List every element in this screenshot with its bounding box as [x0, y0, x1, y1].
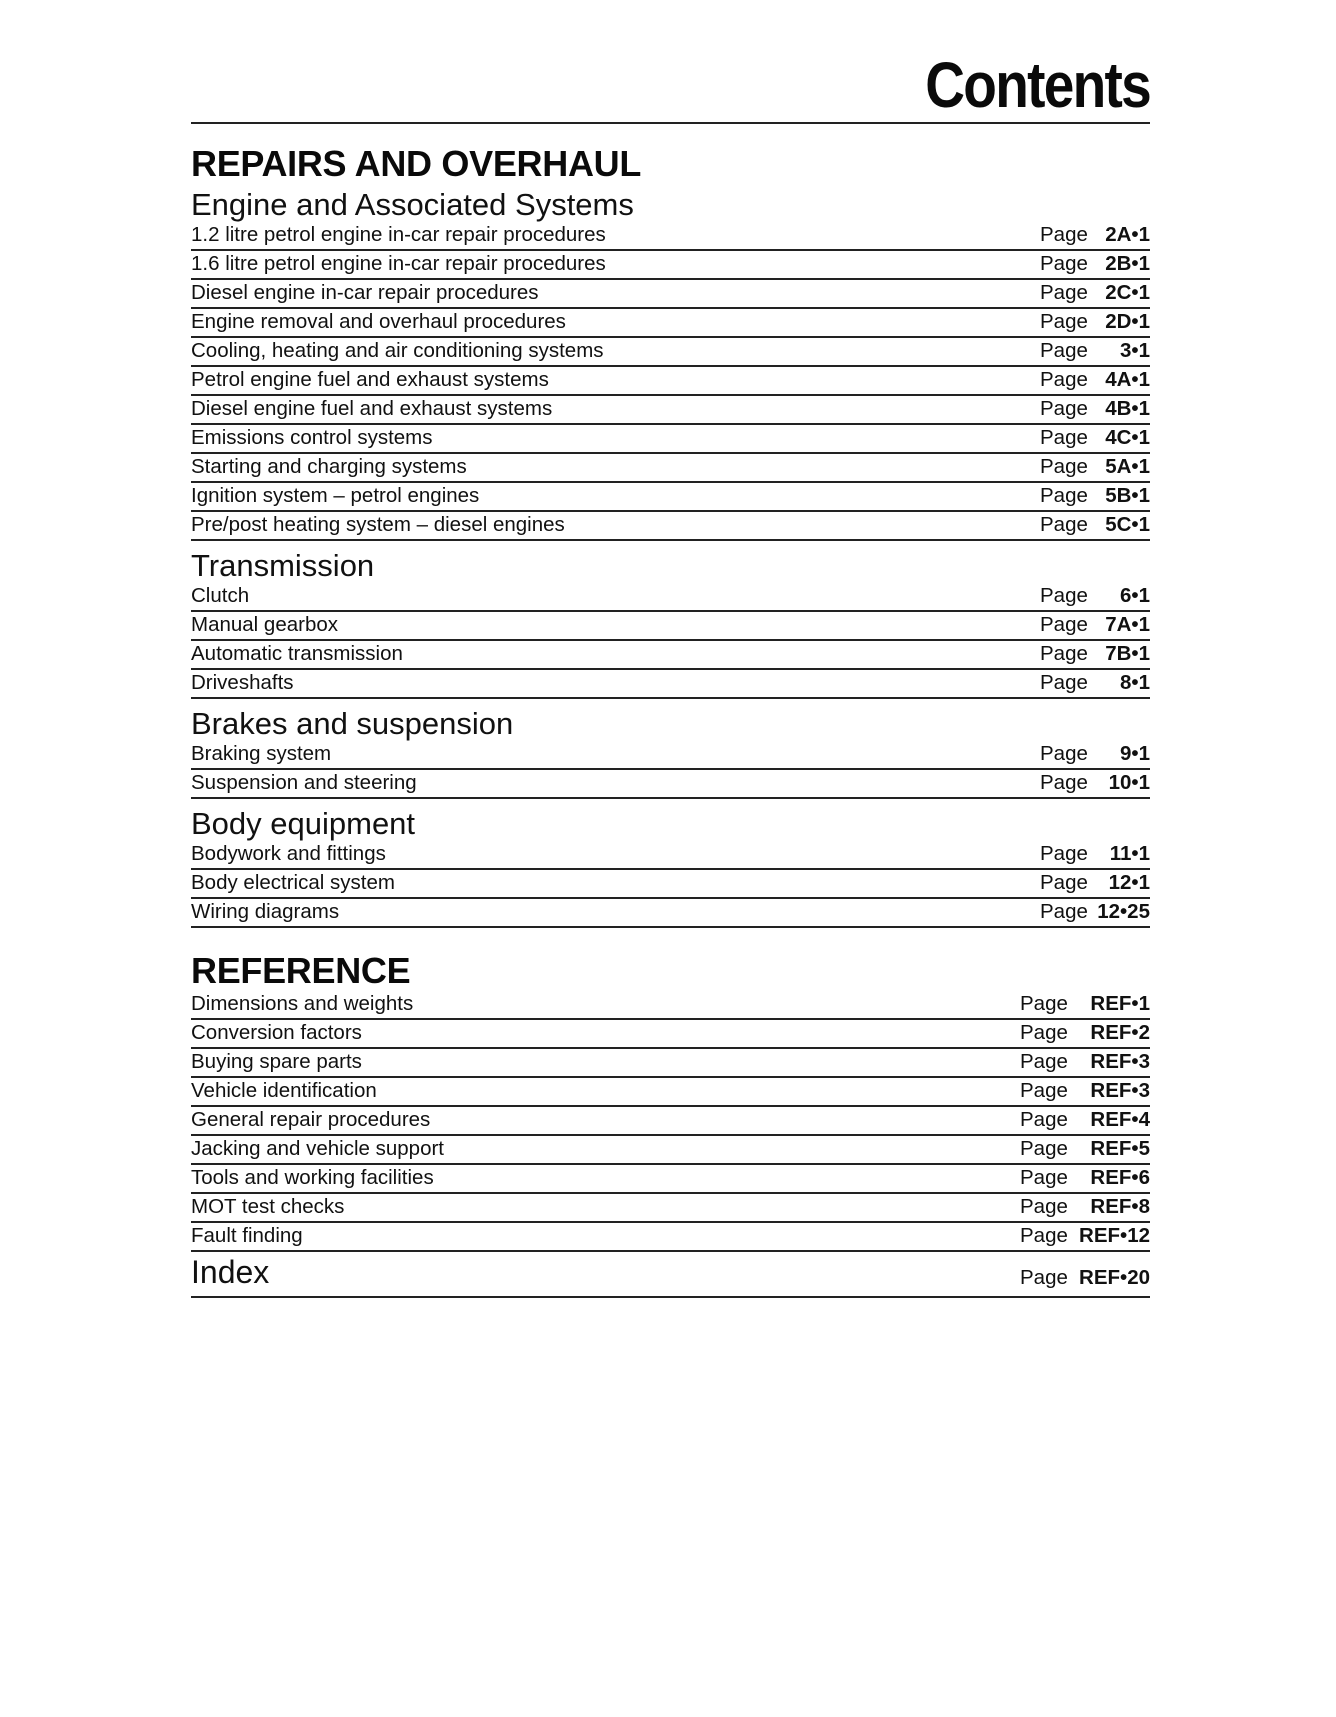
page-word: Page: [1020, 1108, 1068, 1131]
page-ref: REF•6: [1090, 1166, 1150, 1189]
toc-entry[interactable]: [191, 741, 1150, 770]
toc-entry[interactable]: [191, 1107, 1150, 1136]
entry-title: Vehicle identification: [191, 1079, 377, 1102]
page-word: Page: [1040, 281, 1088, 304]
page-word: Page: [1040, 742, 1088, 765]
entry-title: 1.6 litre petrol engine in-car repair procedures: [191, 252, 606, 275]
page-word: Page: [1040, 310, 1088, 333]
entry-title: MOT test checks: [191, 1195, 345, 1218]
toc-entry[interactable]: [191, 1165, 1150, 1194]
page-word: Page: [1040, 642, 1088, 665]
entry-title: Manual gearbox: [191, 613, 339, 636]
toc-entry[interactable]: [191, 670, 1150, 699]
contents-page: [191, 50, 1150, 1298]
reference-list: [191, 991, 1150, 1252]
entry-title: Dimensions and weights: [191, 992, 414, 1015]
toc-entry[interactable]: [191, 1136, 1150, 1165]
entry-title: Cooling, heating and air conditioning systems: [191, 339, 604, 362]
index-title: Index: [191, 1254, 270, 1290]
page-word: Page: [1040, 252, 1088, 275]
page-word: Page: [1020, 992, 1068, 1015]
page-ref: REF•1: [1090, 992, 1150, 1015]
toc-entry[interactable]: [191, 612, 1150, 641]
page-ref: 9•1: [1120, 742, 1150, 765]
toc-entry[interactable]: [191, 309, 1150, 338]
page-ref: 2B•1: [1105, 252, 1150, 275]
entry-title: Petrol engine fuel and exhaust systems: [191, 368, 549, 391]
page-ref: 7A•1: [1105, 613, 1150, 636]
entry-title: Starting and charging systems: [191, 455, 467, 478]
section-heading: Body equipment: [191, 806, 416, 841]
index-entry[interactable]: [191, 1252, 1150, 1298]
page-word: Page: [1040, 871, 1088, 894]
page-word: Page: [1020, 1195, 1068, 1218]
toc-entry[interactable]: [191, 512, 1150, 541]
page-ref: REF•3: [1090, 1079, 1150, 1102]
page-ref: 12•25: [1097, 900, 1150, 923]
toc-entry[interactable]: [191, 870, 1150, 899]
page-word: Page: [1040, 223, 1088, 246]
page-word: Page: [1020, 1224, 1068, 1247]
toc-entry[interactable]: [191, 280, 1150, 309]
page-word: Page: [1020, 1021, 1068, 1044]
page-word: Page: [1020, 1266, 1068, 1289]
title-rule: [191, 122, 1150, 124]
section-heading: Engine and Associated Systems: [191, 187, 634, 222]
page-ref: 12•1: [1108, 871, 1150, 894]
toc-entry[interactable]: [191, 991, 1150, 1020]
toc-entry[interactable]: [191, 367, 1150, 396]
toc-entry[interactable]: [191, 396, 1150, 425]
page-ref: 4A•1: [1105, 368, 1150, 391]
page-ref: 2A•1: [1105, 223, 1150, 246]
entry-title: Tools and working facilities: [191, 1166, 434, 1189]
entry-title: Automatic transmission: [191, 642, 403, 665]
page-ref: 11•1: [1109, 842, 1150, 865]
page-word: Page: [1040, 339, 1088, 362]
toc-entry[interactable]: [191, 1020, 1150, 1049]
page-ref: 5C•1: [1105, 513, 1150, 536]
page-word: Page: [1040, 426, 1088, 449]
toc-entry[interactable]: [191, 222, 1150, 251]
toc-entry[interactable]: [191, 425, 1150, 454]
page-ref: 7B•1: [1105, 642, 1150, 665]
entry-title: Engine removal and overhaul procedures: [191, 310, 566, 333]
page-word: Page: [1040, 584, 1088, 607]
part-heading-repairs: REPAIRS AND OVERHAUL: [191, 143, 642, 184]
entry-title: Driveshafts: [191, 671, 294, 694]
toc-entry[interactable]: [191, 641, 1150, 670]
page-word: Page: [1020, 1050, 1068, 1073]
page-ref: 4B•1: [1105, 397, 1150, 420]
section-heading: Brakes and suspension: [191, 706, 514, 741]
page-title: Contents: [925, 49, 1150, 121]
toc-entry[interactable]: [191, 1194, 1150, 1223]
repairs-groups: [191, 188, 1150, 928]
toc-entry[interactable]: [191, 251, 1150, 280]
page-ref: REF•3: [1090, 1050, 1150, 1073]
toc-entry[interactable]: [191, 1223, 1150, 1252]
page-ref: REF•2: [1090, 1021, 1150, 1044]
page-word: Page: [1020, 1137, 1068, 1160]
entry-title: General repair procedures: [191, 1108, 431, 1131]
page-ref: REF•5: [1090, 1137, 1150, 1160]
page-ref: 2D•1: [1105, 310, 1150, 333]
page-word: Page: [1040, 484, 1088, 507]
page-ref: REF•8: [1090, 1195, 1150, 1218]
page-ref: 3•1: [1120, 339, 1150, 362]
entry-title: Fault finding: [191, 1224, 303, 1247]
entry-title: Braking system: [191, 742, 332, 765]
toc-entry[interactable]: [191, 338, 1150, 367]
page-word: Page: [1040, 513, 1088, 536]
entry-title: Diesel engine fuel and exhaust systems: [191, 397, 553, 420]
page-ref: 6•1: [1120, 584, 1150, 607]
page-ref: REF•20: [1079, 1266, 1150, 1289]
page-word: Page: [1040, 368, 1088, 391]
page-ref: 8•1: [1120, 671, 1150, 694]
entry-title: Wiring diagrams: [191, 900, 340, 923]
toc-entry[interactable]: [191, 483, 1150, 512]
toc-entry[interactable]: [191, 1078, 1150, 1107]
entry-title: Emissions control systems: [191, 426, 433, 449]
entry-title: Pre/post heating system – diesel engines: [191, 513, 565, 536]
toc-entry[interactable]: [191, 899, 1150, 928]
page-word: Page: [1040, 900, 1088, 923]
toc-entry[interactable]: [191, 1049, 1150, 1078]
part-heading-reference: REFERENCE: [191, 950, 411, 991]
page-word: Page: [1040, 771, 1088, 794]
entry-title: Clutch: [191, 584, 250, 607]
entry-title: Bodywork and fittings: [191, 842, 386, 865]
page-ref: 10•1: [1108, 771, 1150, 794]
page-ref: 5A•1: [1105, 455, 1150, 478]
page-word: Page: [1020, 1166, 1068, 1189]
toc-entry[interactable]: [191, 770, 1150, 799]
page-word: Page: [1020, 1079, 1068, 1102]
page-word: Page: [1040, 842, 1088, 865]
entry-title: Conversion factors: [191, 1021, 362, 1044]
page-word: Page: [1040, 397, 1088, 420]
page-ref: 5B•1: [1105, 484, 1150, 507]
page-ref: REF•12: [1079, 1224, 1150, 1247]
page-word: Page: [1040, 671, 1088, 694]
page-ref: 2C•1: [1105, 281, 1150, 304]
entry-title: Body electrical system: [191, 871, 395, 894]
entry-title: Suspension and steering: [191, 771, 417, 794]
page-word: Page: [1040, 455, 1088, 478]
page-word: Page: [1040, 613, 1088, 636]
entry-title: 1.2 litre petrol engine in-car repair procedures: [191, 223, 606, 246]
toc-entry[interactable]: [191, 583, 1150, 612]
section-heading: Transmission: [191, 548, 375, 583]
entry-title: Buying spare parts: [191, 1050, 362, 1073]
entry-title: Jacking and vehicle support: [191, 1137, 444, 1160]
toc-entry[interactable]: [191, 841, 1150, 870]
toc-entry[interactable]: [191, 454, 1150, 483]
entry-title: Ignition system – petrol engines: [191, 484, 480, 507]
page-ref: REF•4: [1090, 1108, 1150, 1131]
page-ref: 4C•1: [1105, 426, 1150, 449]
entry-title: Diesel engine in-car repair procedures: [191, 281, 539, 304]
